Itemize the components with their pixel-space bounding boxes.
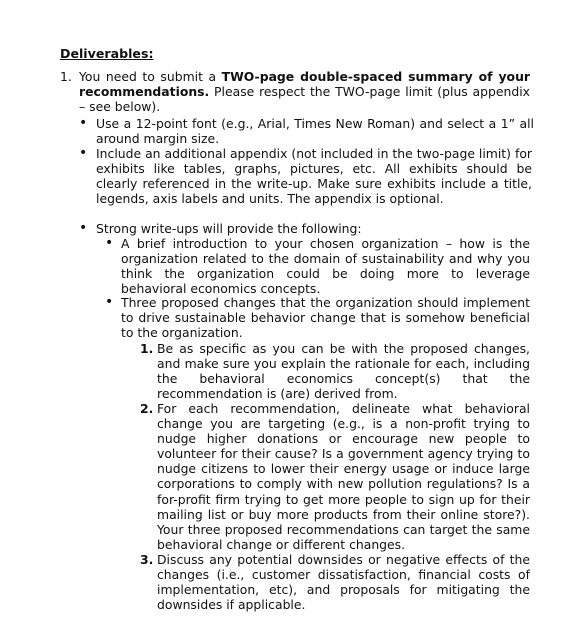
bullet-glyph: • (79, 115, 88, 131)
numbered-item-downsides: Discuss any potential downsides or negative effects of the changes (i.e., customer dissatisfaction, financial costs of implementation, etc), and proposals for mitigating the downsides if applicable. (157, 552, 530, 613)
bullet-glyph: • (79, 145, 88, 161)
numbered-item-label: 2. (140, 401, 154, 416)
numbered-item-label: 3. (140, 552, 154, 567)
bullet-glyph: • (105, 235, 114, 251)
numbered-item-behavioral-change: For each recommendation, delineate what behavioral change you are targeting (e.g., is a non-profit trying to nudge higher donations or encourage new people to volunteer for their cause? Is a government agency trying to nudge citizens to lower their energy usage or induce large corporations to comply with new pollution regulations? Is a for-profit firm trying to get more people to sign up for their mailing list or buy more products from their online store?). Your three proposed recommendations can target the same behavioral change or different changes. (157, 401, 530, 552)
item-1-text (79, 69, 530, 114)
item-1-text-pre: You need to submit a (79, 69, 222, 84)
bullet-font-requirement: Use a 12-point font (e.g., Arial, Times New Roman) and select a 1” all around margin size. (96, 116, 534, 147)
bullet-appendix-requirement: Include an additional appendix (not included in the two-page limit) for exhibits like tables, graphs, pictures, etc. All exhibits should be clearly referenced in the write-up. Make sure exhibits include a title, legends, axis labels and units. The appendix is optional. (96, 146, 532, 207)
sub-bullet-proposed-changes: Three proposed changes that the organization should implement to drive sustainable behavior change that is somehow beneficial to the organization. (121, 295, 530, 341)
item-1-text-post: Please respect the TWO-page limit (plus appendix – see below). (79, 84, 530, 115)
deliverables-heading: Deliverables: (60, 46, 154, 61)
bullet-glyph: • (79, 220, 88, 236)
item-1-number: 1. (60, 69, 72, 84)
numbered-item-label: 1. (140, 341, 154, 356)
deliverable-item-1 (60, 69, 530, 114)
sub-bullet-introduction: A brief introduction to your chosen organization – how is the organization related to the domain of sustainability and why you think the organization could be doing more to leverage behavioral economics concepts. (121, 236, 530, 297)
numbered-item-specific-changes: Be as specific as you can be with the proposed changes, and make sure you explain the rationale for each, including the behavioral economics concept(s) that the recommendation is (are) derived from. (157, 341, 530, 402)
item-1-text-bold: TWO-page double-spaced summary of your recommendations. (79, 69, 530, 100)
bullet-glyph: • (105, 294, 114, 310)
bullet-strong-writeups: Strong write-ups will provide the following: (96, 221, 362, 236)
